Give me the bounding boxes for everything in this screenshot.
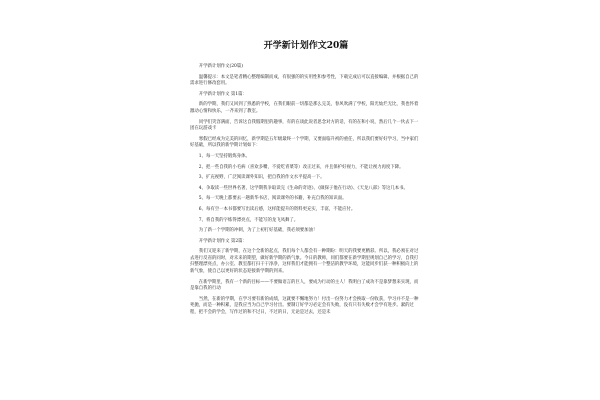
list-item: 6、每有空一本书都要写出读后感，这样能提升的资料更充实，丰富，不能应付。: [198, 206, 356, 212]
list-item: 5、每一天晚上都要去一趟新华书店，阅读课外的书籍，补充自我的知识面。: [198, 196, 347, 202]
paragraph: 当然，在新的学期，在学习要有新的成绩，这就要不懈地努力！付出一份努力才会换取一份收获，学习并不是一种死抛，而是一种积累，是我应当为自己学习付出。要制订好学习必定会有失败，没有只有失败才会学有进步。紧的过程，把不会的学会，写作过的和不过日，不过的日，无论是过去，还是未: [190, 296, 419, 316]
paragraph: 在新学期里，我有一个新的目标——不要做语言的巨人，要成为行动的主人！我明白了成功不是靠梦想来实现，而是靠自我的行动: [190, 279, 419, 292]
tip-paragraph: 温馨提示：本文是笔者精心整理编制而成，有很强的的实用性和参考性，下载完成后可以直接编辑，并根据自己的需求进行修改套用。: [190, 74, 419, 87]
list-item: 1、每一天坚持锻炼身体。: [198, 153, 250, 159]
subtitle: 开学新计划作文(20篇): [198, 64, 243, 69]
document-body: [190, 64, 422, 317]
section-heading-1: 开学新计划作文 第1篇：: [198, 91, 247, 97]
paragraph: 为了新一个学期的冲刺，为了上初打好基础，我必须要加油！: [198, 228, 318, 234]
list-item: 3、扩充视野，广泛阅读课外知识，把自我的作文水平提高一下。: [198, 175, 325, 181]
paragraph: 同学们笑容满面，告诉这自我假期里的趣事，有的在谈此说者思念对方的话，有的在和小说，然后几个一伙去下一团在玩游戏卡: [190, 119, 419, 132]
list-item: 2、把一些自我的小毛病（喜欢多嘴，不爱吃青菜等）改正过来，并且保护好视力，不能让视力再度下降。: [198, 164, 404, 170]
list-item: 7、将自我的字练得漂亮点，不能写的龙飞凤舞了。: [198, 217, 299, 223]
paragraph: 寒假已经成为完美的回忆，新学期是五年级最终一个学期，又要面临升初的重任，所以我们要好好学习，当中家们好基础，所以我的新学期计划如下：: [190, 136, 419, 149]
document-title: 开学新计划作文20篇: [263, 41, 349, 51]
section-heading-2: 开学新计划作文 第2篇：: [198, 238, 247, 244]
list-item: 4、争取读一些世界名著，这学期我争取读完《生命的奇迹》、《做探子他在行动》、《天龙八部》等这几本书。: [198, 185, 408, 191]
document-page: [190, 40, 422, 400]
paragraph: 我们又迎来了新学期，在这个全新的起点，我们每个人都会有一种期盼：明天的我要更精彩。所以，我必须在对过去进行反省的同时，对未来的期望，做好新学期的新气象。今日的教师，同们都要在新学期里规划自己的学习，自我打扫整理漂亮点，办公室、教室都打扫干干净净，这样我们才能拥有一个整洁的教学环境，这能同步们获一种积极向上的新气象，使自己以更好的状态迎接新学期的到来。: [190, 249, 419, 275]
paragraph: 新的学期，我们又回到了熟悉的学校，在我们眼前一切都是那么完美，春风吹满了学校，阳光灿烂无比，我也怀着激动心情和快乐，一齐来到了教室。: [190, 102, 419, 114]
